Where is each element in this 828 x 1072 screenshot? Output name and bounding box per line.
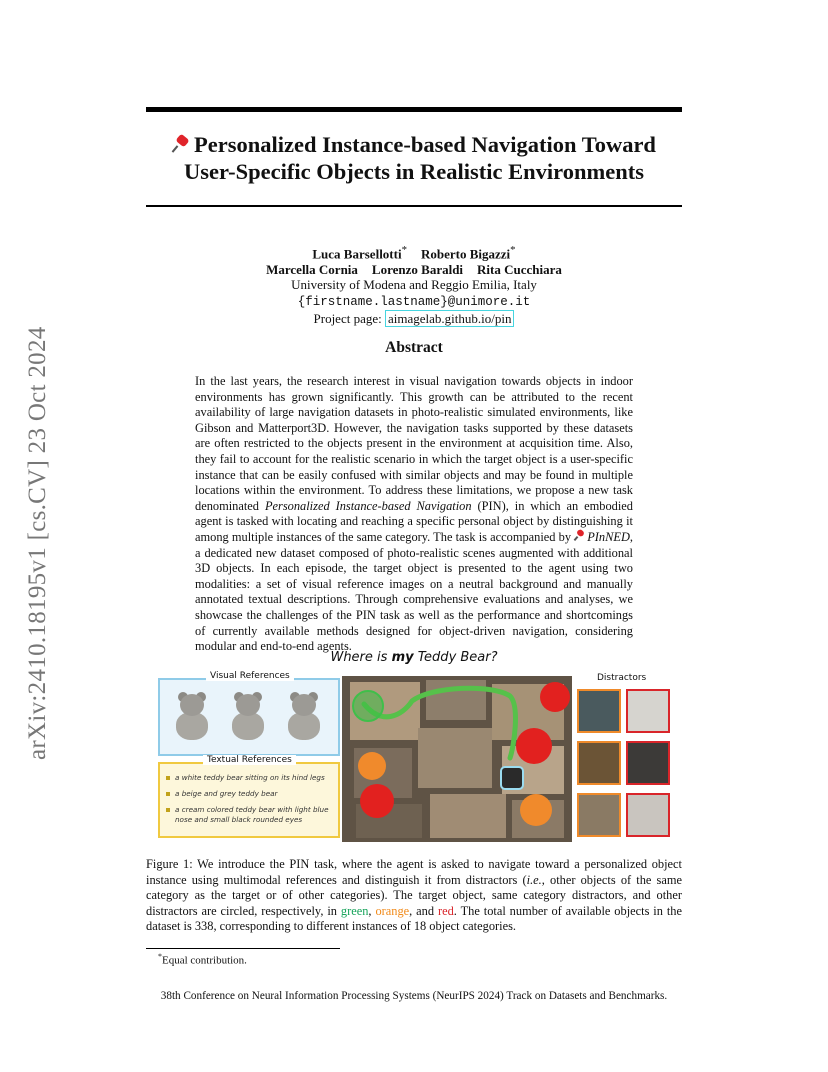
distractor-marker xyxy=(360,784,394,818)
author-block: Luca Barsellotti* Roberto Bigazzi* Marcella Cornia Lorenzo Baraldi Rita Cucchiara University of Modena and Reggio Emilia, Italy {firstname.lastname}@unimore.it xyxy=(266,244,562,309)
list-item: a white teddy bear sitting on its hind legs xyxy=(164,773,332,783)
figure-title: Where is my Teddy Bear? xyxy=(330,650,498,665)
conference-note: 38th Conference on Neural Information Processing Systems (NeurIPS 2024) Track on Datasets and Benchmarks. xyxy=(160,990,668,1002)
abstract-heading: Abstract xyxy=(385,339,443,356)
bottom-rule xyxy=(146,205,682,207)
affiliation: University of Modena and Reggio Emilia, Italy xyxy=(291,277,537,293)
caption-green: green xyxy=(340,903,369,918)
dataset-name: PInNED xyxy=(587,529,630,544)
same-category-marker xyxy=(358,752,386,780)
teddy-bear-image xyxy=(284,692,324,742)
robot-agent-icon xyxy=(500,766,524,790)
paper-title xyxy=(146,131,682,185)
distractor-thumbnail xyxy=(626,741,670,785)
project-link[interactable]: aimagelab.github.io/pin xyxy=(385,310,514,327)
distractors-label: Distractors xyxy=(597,673,647,683)
pin-task-name: Personalized Instance-based Navigation xyxy=(264,498,472,513)
project-page xyxy=(146,311,682,327)
same-category-marker xyxy=(520,794,552,826)
caption-orange: orange xyxy=(375,903,410,918)
footnote-rule xyxy=(146,948,340,949)
list-item: a cream colored teddy bear with light blue nose and small black rounded eyes xyxy=(164,805,332,825)
author-2: Roberto Bigazzi xyxy=(421,246,511,262)
distractor-thumbnail xyxy=(577,689,621,733)
title-line-1: Personalized Instance-based Navigation Toward xyxy=(194,132,656,157)
distractor-marker xyxy=(516,728,552,764)
distractor-thumbnail xyxy=(626,793,670,837)
pushpin-icon xyxy=(172,135,190,153)
footnote: *Equal contribution. xyxy=(158,952,247,967)
author-3: Marcella Cornia xyxy=(266,261,358,277)
distractor-thumbnail xyxy=(577,741,621,785)
distractor-marker xyxy=(540,682,570,712)
teddy-bear-image xyxy=(228,692,268,742)
environment-map xyxy=(342,676,572,842)
author-4: Lorenzo Baraldi xyxy=(371,261,464,277)
arxiv-identifier: arXiv:2410.18195v1 [cs.CV] 23 Oct 2024 xyxy=(24,326,51,760)
teddy-bear-image xyxy=(172,692,212,742)
email: {firstname.lastname}@unimore.it xyxy=(297,294,531,309)
figure-caption: Figure 1: We introduce the PIN task, where the agent is asked to navigate toward a personalized object instance using multimodal references and distinguish it from distractors (i.e., other objects of the same category as the target or of other categories). The target object, same category distractors, and other distractors are circled, respectively, in green, orange, and red. The total number of available objects in the dataset is 338, corresponding to different instances of 18 object categories. xyxy=(146,857,683,934)
project-label: Project page: xyxy=(313,311,382,326)
caption-red: red xyxy=(437,903,454,918)
distractor-thumbnail xyxy=(626,689,670,733)
visual-references-label: Visual References xyxy=(206,671,294,681)
textual-references-label: Textual References xyxy=(203,755,296,765)
author-1: Luca Barsellotti xyxy=(312,246,402,262)
title-line-2: User-Specific Objects in Realistic Environments xyxy=(184,159,644,184)
list-item: a beige and grey teddy bear xyxy=(164,789,332,799)
abstract-text: In the last years, the research interest in visual navigation towards objects in indoor environments has grown significantly. This growth can be attributed to the recent availability of large navigation datasets in photo-realistic simulated environments, like Gibson and Matterport3D. However, the navigation tasks supported by these datasets are often restricted to the objects present in the environment at acquisition time. Also, they fail to account for the realistic scenario in which the target object is a user-specific instance that can be easily confused with similar objects and may be found in multiple locations within the environment. To address these limitations, we propose a new task denominated Personalized Instance-based Navigation (PIN), in which an embodied agent is tasked with locating and reaching a specific personal object by distinguishing it among multiple instances of the same category. The task is accompanied by PInNED, a dedicated new dataset composed of photo-realistic scenes augmented with additional 3D objects. In each episode, the target object is presented to the agent using two modalities: a set of visual reference images on a neutral background and manually annotated textual descriptions. Through comprehensive evaluations and analyses, we showcase the challenges of the PIN task as well as the performance and shortcomings of currently available methods designed for object-driven navigation, considering modular and end-to-end agents. xyxy=(195,374,633,654)
target-marker xyxy=(352,690,384,722)
visual-references-panel xyxy=(158,678,340,756)
author-5: Rita Cucchiara xyxy=(477,261,562,277)
top-rule xyxy=(146,107,682,112)
distractor-thumbnail xyxy=(577,793,621,837)
textual-references-list xyxy=(164,773,332,831)
pushpin-icon xyxy=(574,530,585,541)
